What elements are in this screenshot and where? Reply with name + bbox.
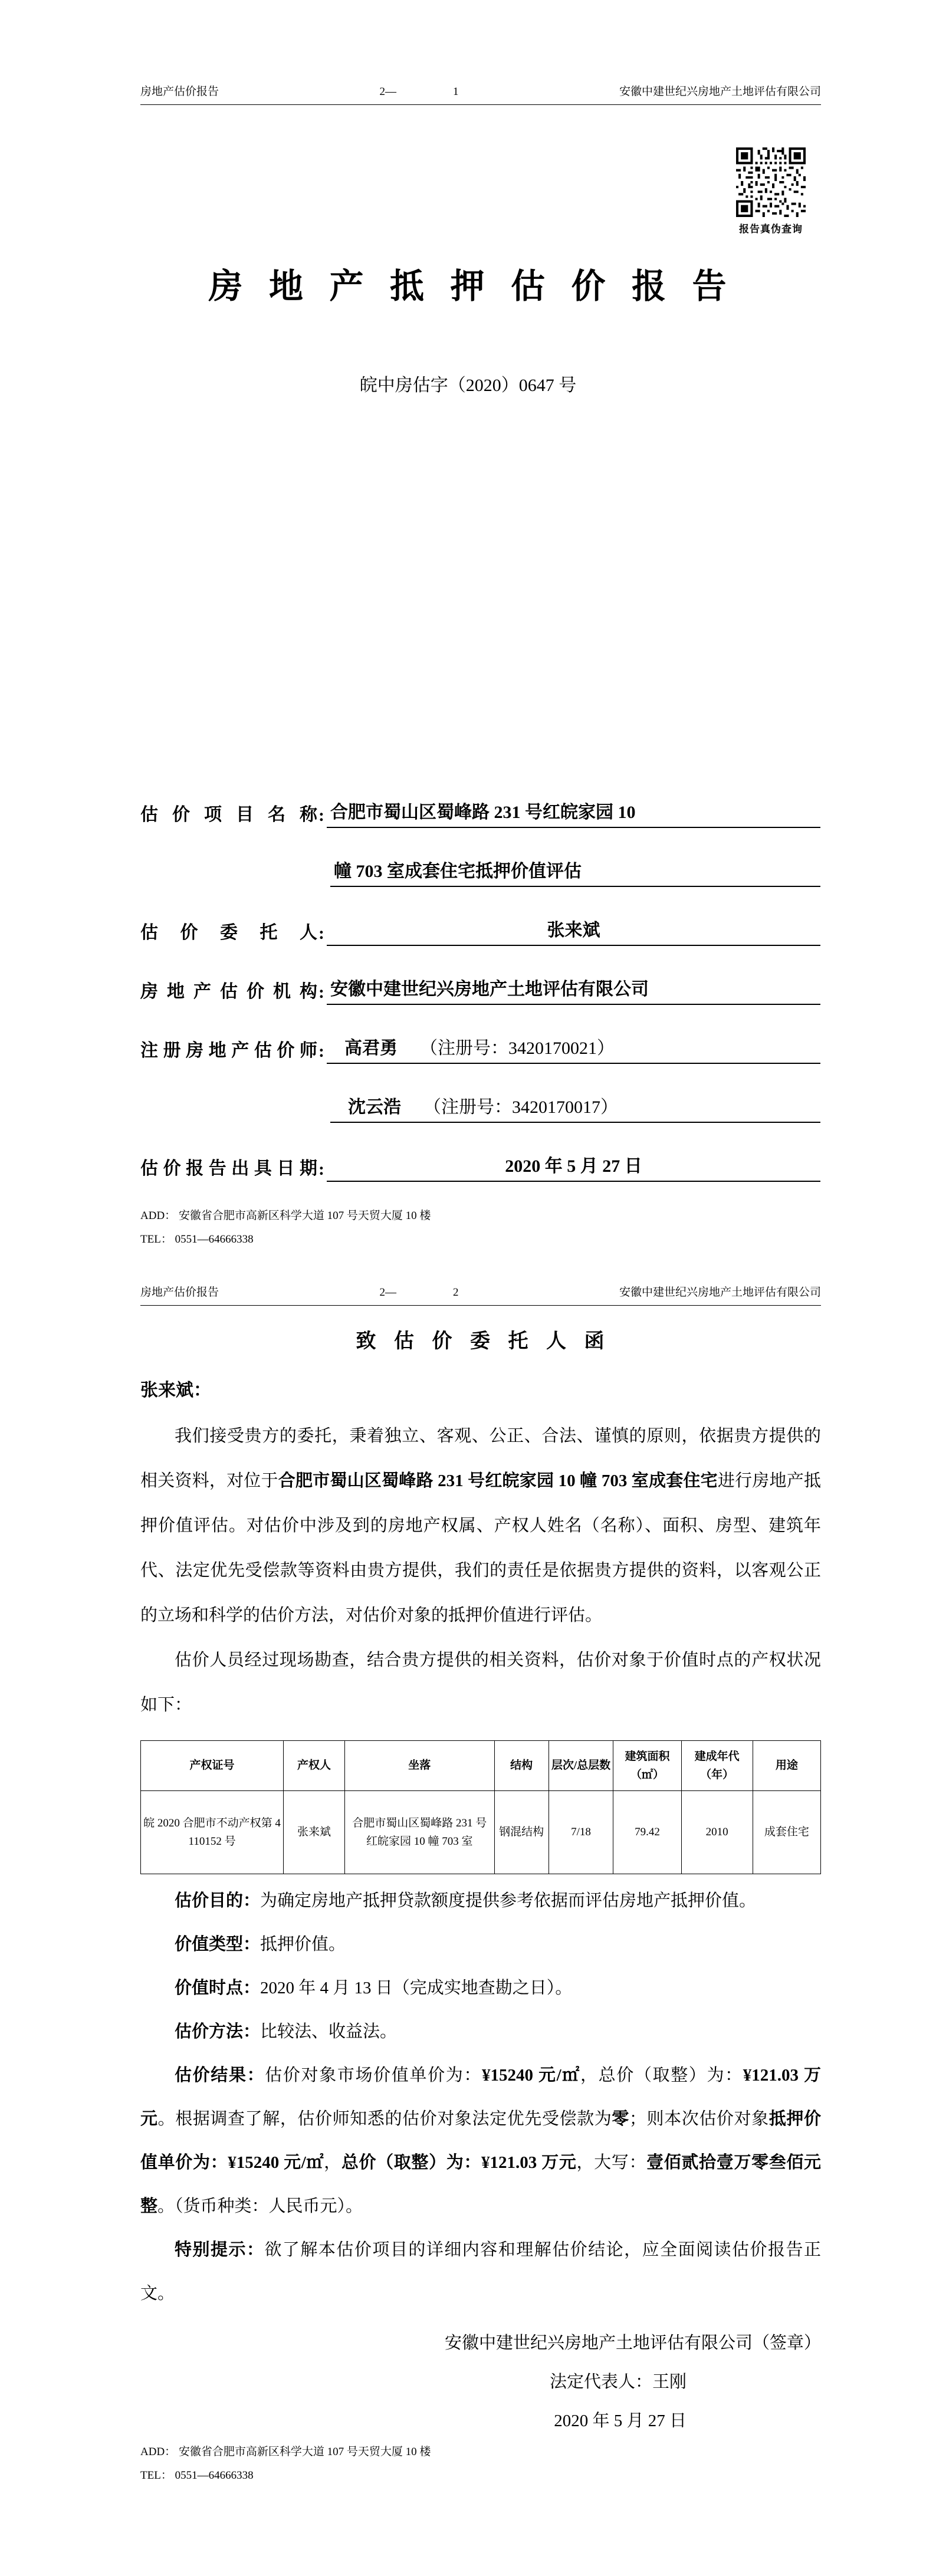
page-header xyxy=(140,83,821,105)
item-method xyxy=(140,2010,821,2053)
report-number: 皖中房估字（2020）0647 号 xyxy=(359,376,577,395)
table-row xyxy=(141,1791,821,1874)
header-doc-type: 房地产估价报告 xyxy=(140,86,219,98)
cell-structure: 钢混结构 xyxy=(494,1791,549,1874)
col-floor-area: 建筑面积（㎡） xyxy=(613,1741,681,1791)
item-label: 特别提示： xyxy=(175,2240,265,2259)
item-value-type xyxy=(140,1923,821,1966)
appraiser1-reg-number: （注册号：3420170021） xyxy=(420,1039,615,1058)
item-purpose xyxy=(140,1879,821,1923)
item-text: 2020 年 4 月 13 日（完成实地查勘之日）。 xyxy=(260,1979,573,1997)
result-text-segment: ，大写： xyxy=(576,2153,647,2172)
result-mortgage-unit-price: 抵押价值单价为：¥15240 元/㎡ xyxy=(140,2110,821,2172)
item-label: 估价结果： xyxy=(175,2066,265,2085)
header-company-name: 安徽中建世纪兴房地产土地评估有限公司 xyxy=(619,1286,821,1299)
cell-floor-area: 79.42 xyxy=(613,1791,681,1874)
page-footer xyxy=(140,1204,821,1251)
col-floor: 层次/总层数 xyxy=(549,1741,613,1791)
field-label: 估价报告出具日期 xyxy=(140,1159,317,1178)
client-value: 张来斌 xyxy=(547,921,600,940)
footer-address: ADD： 安徽省合肥市高新区科学大道 107 号天贸大厦 10 楼 xyxy=(140,1210,431,1222)
paragraph-survey: 估价人员经过现场勘查，结合贵方提供的相关资料，估价对象于价值时点的产权状况如下： xyxy=(140,1651,821,1714)
field-label: 估价项目名称 xyxy=(140,805,317,824)
signature-date: 2020 年 5 月 27 日 xyxy=(554,2411,687,2430)
footer-telephone: TEL： 0551—64666338 xyxy=(140,1233,254,1246)
field-label: 注册房地产估价师 xyxy=(140,1041,317,1060)
header-page-number: 2 xyxy=(453,1286,459,1299)
field-colon: : xyxy=(318,1041,324,1061)
field-colon: : xyxy=(318,806,324,825)
issue-date-value: 2020 年 5 月 27 日 xyxy=(505,1156,642,1176)
item-result xyxy=(140,2053,821,2228)
report-verification-block xyxy=(735,147,806,235)
item-label: 价值时点： xyxy=(175,1979,261,1997)
cell-owner: 张来斌 xyxy=(284,1791,345,1874)
property-name-emphasis: 合肥市蜀山区蜀峰路 231 号红皖家园 10 幢 703 室成套住宅 xyxy=(278,1471,718,1490)
report-title: 房 地 产 抵 押 估 价 报 告 xyxy=(208,267,728,305)
item-text: 为确定房地产抵押贷款额度提供参考依据而评估房地产抵押价值。 xyxy=(260,1891,757,1910)
item-label: 估价目的： xyxy=(175,1891,261,1910)
appraiser2-reg-number: （注册号：3420170017） xyxy=(423,1098,618,1117)
qr-code-icon xyxy=(736,147,806,217)
item-label: 价值类型： xyxy=(175,1935,261,1954)
field-value xyxy=(327,797,820,828)
field-value xyxy=(330,1092,820,1123)
paragraph-text-segment: 我们接受贵方的委托，秉着独立、客观、公正、合法、谨慎的原则，依据贵方提供的相关资料，对位于 xyxy=(140,1427,821,1490)
signature-block xyxy=(140,2324,821,2440)
header-page-number: 1 xyxy=(453,86,459,98)
signature-legal-rep: 法定代表人：王刚 xyxy=(549,2373,687,2391)
letter-title: 致 估 价 委 托 人 函 xyxy=(356,1330,606,1352)
result-text-segment: 。根据调查了解，估价师知悉的估价对象法定优先受偿款为 xyxy=(157,2110,612,2128)
field-project-name xyxy=(140,797,820,828)
col-usage: 用途 xyxy=(753,1741,820,1791)
col-year-built: 建成年代（年） xyxy=(681,1741,753,1791)
col-owner: 产权人 xyxy=(284,1741,345,1791)
page-header xyxy=(140,1283,821,1306)
footer-telephone: TEL： 0551—64666338 xyxy=(140,2469,254,2482)
field-appraiser-2 xyxy=(140,1092,820,1123)
header-total-pages: 2— xyxy=(379,86,396,98)
result-text-segment: 。（货币种类：人民币元）。 xyxy=(157,2197,363,2216)
field-client xyxy=(140,915,820,946)
header-company-name: 安徽中建世纪兴房地产土地评估有限公司 xyxy=(619,86,821,98)
result-amount-in-words: 壹佰贰拾壹万零叁佰元整 xyxy=(140,2153,821,2216)
cell-location: 合肥市蜀山区蜀峰路 231 号红皖家园 10 幢 703 室 xyxy=(344,1791,494,1874)
item-special-notice xyxy=(140,2228,821,2315)
field-value xyxy=(330,856,820,887)
field-issue-date xyxy=(140,1151,820,1182)
property-rights-table xyxy=(140,1740,821,1874)
cell-certificate-number: 皖 2020 合肥市不动产权第 4110152 号 xyxy=(141,1791,284,1874)
header-page-indicator xyxy=(380,86,459,98)
item-value-date xyxy=(140,1966,821,2010)
field-label: 房地产估价机构 xyxy=(140,982,317,1001)
result-zero-emphasis: 零 xyxy=(612,2110,629,2128)
field-colon: : xyxy=(318,1159,324,1179)
field-value xyxy=(327,1151,820,1182)
project-value-line2: 幢 703 室成套住宅抵押价值评估 xyxy=(334,862,582,881)
result-total-price: ¥121.03 万元 xyxy=(140,2066,821,2128)
item-text: 抵押价值。 xyxy=(260,1935,346,1954)
item-text: 欲了解本估价项目的详细内容和理解估价结论，应全面阅读估价报告正文。 xyxy=(140,2240,821,2303)
cell-usage: 成套住宅 xyxy=(753,1791,820,1874)
field-appraiser-1 xyxy=(140,1033,820,1064)
appraiser2-name: 沈云浩 xyxy=(348,1098,401,1117)
project-value-line1: 合肥市蜀山区蜀峰路 231 号红皖家园 10 xyxy=(330,803,636,822)
paragraph-text-segment: 进行房地产抵押价值评估。对估价中涉及到的房地产权属、产权人姓名（名称）、面积、房型、建筑年代、法定优先受偿款等资料由贵方提供，我们的责任是依据贵方提供的资料，以客观公正的立场和科学的估价方法，对估价对象的抵押价值进行评估。 xyxy=(140,1471,821,1625)
agency-value: 安徽中建世纪兴房地产土地评估有限公司 xyxy=(330,980,649,999)
field-colon: : xyxy=(318,983,324,1002)
header-page-indicator xyxy=(380,1286,459,1299)
page-2 xyxy=(0,1279,936,2576)
field-agency xyxy=(140,974,820,1005)
result-text-segment: ；则本次估价对象 xyxy=(629,2110,769,2128)
page-1 xyxy=(0,0,936,1279)
cell-floor: 7/18 xyxy=(549,1791,613,1874)
salutation: 张来斌： xyxy=(140,1381,211,1400)
table-header-row xyxy=(141,1741,821,1791)
page-footer xyxy=(140,2440,821,2576)
col-structure: 结构 xyxy=(494,1741,549,1791)
field-value xyxy=(327,974,820,1005)
cell-year-built: 2010 xyxy=(681,1791,753,1874)
field-project-name-cont xyxy=(140,856,820,887)
result-unit-price: ¥15240 元/㎡ xyxy=(482,2066,580,2085)
signature-company: 安徽中建世纪兴房地产土地评估有限公司（签章） xyxy=(444,2334,821,2352)
item-text: 比较法、收益法。 xyxy=(260,2022,398,2041)
field-label: 估价委托人 xyxy=(140,923,317,942)
result-text-segment: ，总价（取整）为： xyxy=(580,2066,743,2085)
col-certificate-number: 产权证号 xyxy=(141,1741,284,1791)
header-doc-type: 房地产估价报告 xyxy=(140,1286,219,1299)
appraiser1-name: 高君勇 xyxy=(344,1039,398,1058)
cover-fields xyxy=(140,797,820,1182)
result-text-segment: 估价对象市场价值单价为： xyxy=(265,2066,482,2085)
header-total-pages: 2— xyxy=(379,1286,396,1299)
footer-address: ADD： 安徽省合肥市高新区科学大道 107 号天贸大厦 10 楼 xyxy=(140,2446,431,2458)
item-label: 估价方法： xyxy=(175,2022,261,2041)
field-value xyxy=(327,1033,820,1064)
qr-caption: 报告真伪查询 xyxy=(739,224,803,235)
field-value xyxy=(327,915,820,946)
col-location: 坐落 xyxy=(344,1741,494,1791)
result-text-segment: ， xyxy=(324,2153,341,2172)
result-mortgage-total-price: 总价（取整）为：¥121.03 万元 xyxy=(341,2153,577,2172)
field-colon: : xyxy=(318,924,324,943)
paragraph-engagement xyxy=(140,1414,821,1638)
